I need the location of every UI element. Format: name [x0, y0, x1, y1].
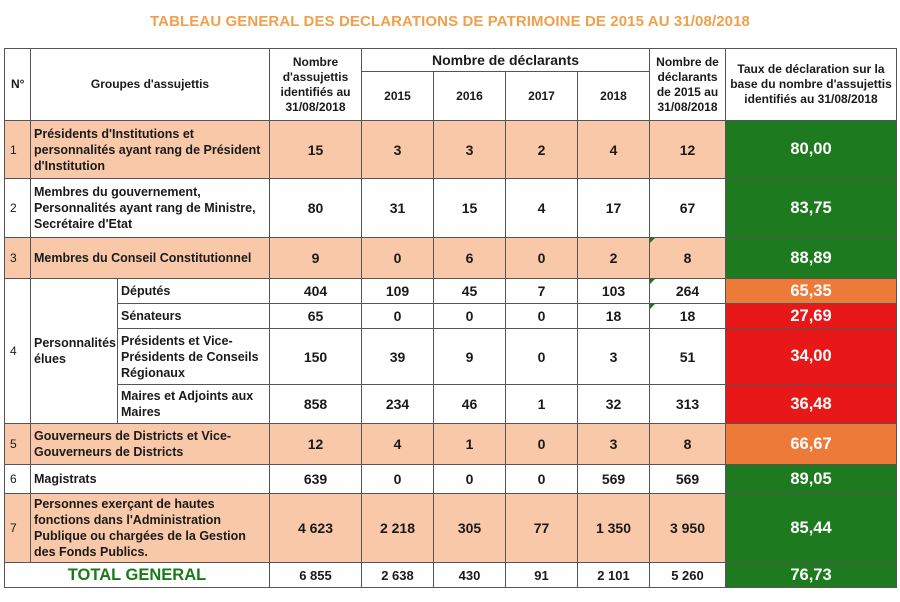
y2016-value: 46: [434, 385, 506, 424]
assujettis-value: 639: [270, 465, 362, 494]
header-groups: Groupes d'assujettis: [31, 49, 270, 121]
total-row: [5, 563, 897, 588]
group-name: Membres du gouvernement, Personnalités ayant rang de Ministre, Secrétaire d'Etat: [31, 179, 270, 238]
group-name: Personnalités élues: [31, 279, 118, 424]
assujettis-value: 80: [270, 179, 362, 238]
table-row: [5, 465, 897, 494]
total-declarants-value: 3 950: [650, 494, 726, 563]
y2016-value: 6: [434, 238, 506, 279]
page-title: TABLEAU GENERAL DES DECLARATIONS DE PATRIMOINE DE 2015 AU 31/08/2018: [150, 13, 750, 30]
y2017-value: 1: [506, 385, 578, 424]
assujettis-value: 9: [270, 238, 362, 279]
assujettis-value: 4 623: [270, 494, 362, 563]
header-assujettis: Nombre d'assujettis identifiés au 31/08/2018: [270, 49, 362, 121]
header-2018: 2018: [578, 72, 650, 121]
y2016-value: 1: [434, 424, 506, 465]
total-declarants-value: 51: [650, 329, 726, 385]
assujettis-value: 65: [270, 304, 362, 329]
declarations-table: [4, 48, 897, 588]
y2017-value: 77: [506, 494, 578, 563]
subgroup-name: Présidents et Vice-Présidents de Conseils Régionaux: [118, 329, 270, 385]
group-name: Personnes exerçant de hautes fonctions dans l'Administration Publique ou chargées de la Gestion des Fonds Publics.: [31, 494, 270, 563]
y2015-value: 3: [362, 121, 434, 179]
taux-value: 66,67: [726, 424, 897, 465]
y2018-value: 4: [578, 121, 650, 179]
y2017-value: 0: [506, 465, 578, 494]
taux-value: 85,44: [726, 494, 897, 563]
y2015-value: 2 218: [362, 494, 434, 563]
y2015-value: 31: [362, 179, 434, 238]
group-name: Gouverneurs de Districts et Vice-Gouverneurs de Districts: [31, 424, 270, 465]
taux-value: 80,00: [726, 121, 897, 179]
assujettis-value: 15: [270, 121, 362, 179]
header-taux: Taux de déclaration sur la base du nombre d'assujettis identifiés au 31/08/2018: [726, 49, 897, 121]
row-number: 3: [5, 238, 31, 279]
row-number: 1: [5, 121, 31, 179]
subgroup-name: Sénateurs: [118, 304, 270, 329]
y2015-value: 109: [362, 279, 434, 304]
table-row: [5, 179, 897, 238]
table-row: [5, 385, 897, 424]
y2016-value: 15: [434, 179, 506, 238]
taux-value: 36,48: [726, 385, 897, 424]
header-2015: 2015: [362, 72, 434, 121]
table-row: [5, 304, 897, 329]
taux-value: 27,69: [726, 304, 897, 329]
total-declarants-value: 67: [650, 179, 726, 238]
total-2016: 430: [434, 563, 506, 588]
header-declarants: Nombre de déclarants: [362, 49, 650, 72]
group-name: Magistrats: [31, 465, 270, 494]
group-name: Membres du Conseil Constitutionnel: [31, 238, 270, 279]
y2018-value: 1 350: [578, 494, 650, 563]
y2018-value: 17: [578, 179, 650, 238]
row-number: 2: [5, 179, 31, 238]
y2017-value: 7: [506, 279, 578, 304]
taux-value: 89,05: [726, 465, 897, 494]
total-declarants-value: 313: [650, 385, 726, 424]
total-declarants-value: 8: [650, 238, 726, 279]
y2018-value: 3: [578, 329, 650, 385]
row-number: 4: [5, 279, 31, 424]
y2016-value: 45: [434, 279, 506, 304]
assujettis-value: 858: [270, 385, 362, 424]
y2016-value: 0: [434, 465, 506, 494]
y2018-value: 103: [578, 279, 650, 304]
y2015-value: 39: [362, 329, 434, 385]
table-row: [5, 121, 897, 179]
y2018-value: 3: [578, 424, 650, 465]
header-num: N°: [5, 49, 31, 121]
y2016-value: 0: [434, 304, 506, 329]
total-2018: 2 101: [578, 563, 650, 588]
y2015-value: 0: [362, 238, 434, 279]
table-row: [5, 424, 897, 465]
assujettis-value: 404: [270, 279, 362, 304]
total-declarants-value: 12: [650, 121, 726, 179]
header-2017: 2017: [506, 72, 578, 121]
y2017-value: 0: [506, 329, 578, 385]
table-row: [5, 329, 897, 385]
subgroup-name: Députés: [118, 279, 270, 304]
y2017-value: 2: [506, 121, 578, 179]
assujettis-value: 12: [270, 424, 362, 465]
y2015-value: 0: [362, 465, 434, 494]
table-row: [5, 494, 897, 563]
total-declarants-value: 569: [650, 465, 726, 494]
total-2015: 2 638: [362, 563, 434, 588]
row-number: 7: [5, 494, 31, 563]
y2015-value: 234: [362, 385, 434, 424]
y2018-value: 32: [578, 385, 650, 424]
total-taux: 76,73: [726, 563, 897, 588]
y2016-value: 9: [434, 329, 506, 385]
y2015-value: 4: [362, 424, 434, 465]
taux-value: 65,35: [726, 279, 897, 304]
y2017-value: 0: [506, 238, 578, 279]
taux-value: 88,89: [726, 238, 897, 279]
y2018-value: 18: [578, 304, 650, 329]
y2016-value: 3: [434, 121, 506, 179]
assujettis-value: 150: [270, 329, 362, 385]
taux-value: 83,75: [726, 179, 897, 238]
total-declarants-value: 264: [650, 279, 726, 304]
subgroup-name: Maires et Adjoints aux Maires: [118, 385, 270, 424]
y2015-value: 0: [362, 304, 434, 329]
y2017-value: 0: [506, 424, 578, 465]
y2018-value: 569: [578, 465, 650, 494]
header-total-declarants: Nombre de déclarants de 2015 au 31/08/2018: [650, 49, 726, 121]
total-declarants: 5 260: [650, 563, 726, 588]
total-2017: 91: [506, 563, 578, 588]
y2017-value: 4: [506, 179, 578, 238]
y2016-value: 305: [434, 494, 506, 563]
taux-value: 34,00: [726, 329, 897, 385]
y2018-value: 2: [578, 238, 650, 279]
total-declarants-value: 8: [650, 424, 726, 465]
group-name: Présidents d'Institutions et personnalités ayant rang de Président d'Institution: [31, 121, 270, 179]
row-number: 6: [5, 465, 31, 494]
row-number: 5: [5, 424, 31, 465]
y2017-value: 0: [506, 304, 578, 329]
table-row: [5, 238, 897, 279]
header-2016: 2016: [434, 72, 506, 121]
total-declarants-value: 18: [650, 304, 726, 329]
total-assujettis: 6 855: [270, 563, 362, 588]
total-label: TOTAL GENERAL: [5, 563, 270, 588]
table-row: [5, 279, 897, 304]
